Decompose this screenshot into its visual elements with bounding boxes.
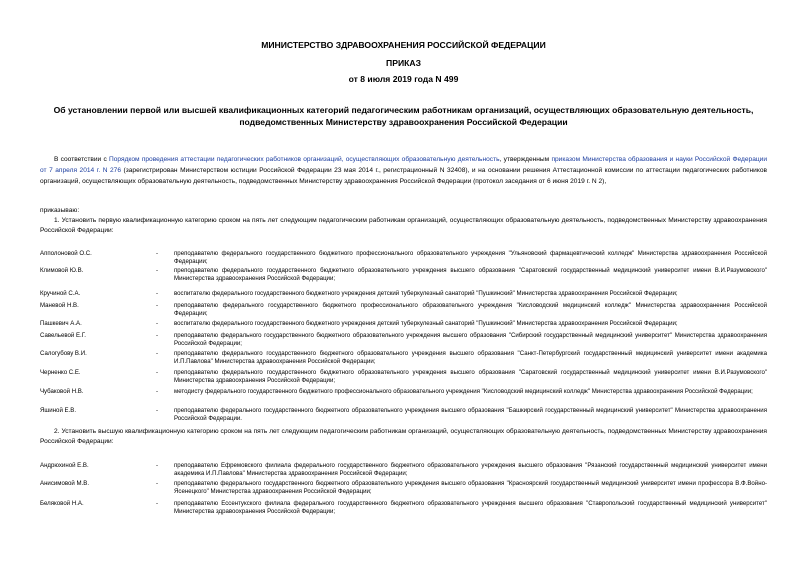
dash: - xyxy=(156,388,159,395)
position-description: преподавателю федерального государственного бюджетного образовательного учреждения высшего образования "Башкирский государственный медицинский университет" Министерства здравоохранения Российской Федерации. xyxy=(174,407,767,423)
position-description: преподавателю федерального государственного бюджетного образовательного учреждения высшего образования "Сибирский государственный медицинский университет" Министерства здравоохранения Российской Федерации; xyxy=(174,332,767,348)
person-name: Чубаковой Н.В. xyxy=(40,388,84,395)
dash: - xyxy=(156,332,159,339)
dash: - xyxy=(156,369,159,376)
person-name: Маневой Н.В. xyxy=(40,302,79,309)
list-item xyxy=(40,407,767,421)
position-description: преподавателю федерального государственного бюджетного образовательного учреждения высшего образования "Саратовский государственный медицинский университет имени В.И.Разумовского" Министерства здравоохранения Российской Федерации; xyxy=(174,267,767,283)
dash: - xyxy=(156,407,159,414)
ordered-label: приказываю: xyxy=(40,207,80,214)
position-description: преподавателю федерального государственного бюджетного образовательного учреждения высшего образования "Красноярский государственный медицинский университет имени профессора В.Ф.Войно-Ясенецкого" Министерства здравоохранения Российской Федерации; xyxy=(174,480,767,496)
person-name: Пашкевич А.А. xyxy=(40,320,82,327)
dash: - xyxy=(156,250,159,257)
person-name: Беляковой Н.А. xyxy=(40,500,84,507)
document-title: Об установлении первой или высшей квалификационных категорий педагогическим работникам организаций, осуществляющих образовательную деятельность, подведомственных Министерству здравоохранения Российской Федерации xyxy=(53,105,754,127)
position-description: методисту федерального государственного бюджетного профессионального образовательного учреждения "Кисловодский медицинский колледж" Министерства здравоохранения Российской Федерации; xyxy=(174,388,753,395)
order-date-number: от 8 июля 2019 года N 499 xyxy=(348,74,459,84)
list-item xyxy=(40,500,767,514)
position-description: воспитателю федерального государственного бюджетного учреждения детский туберкулезный санаторий "Пушкинский" Министерства здравоохранения Российской Федерации; xyxy=(174,290,678,297)
dash: - xyxy=(156,267,159,274)
dash: - xyxy=(156,290,159,297)
list-item xyxy=(40,332,767,346)
dash: - xyxy=(156,480,159,487)
person-name: Савельевой Е.Г. xyxy=(40,332,86,339)
ministry-heading: МИНИСТЕРСТВО ЗДРАВООХРАНЕНИЯ РОССИЙСКОЙ ФЕДЕРАЦИИ xyxy=(261,40,546,50)
list-item xyxy=(40,267,767,281)
person-name: Апполоновой О.С. xyxy=(40,250,92,257)
procedure-link[interactable]: Порядком проведения аттестации педагогических работников организаций, осуществляющих образовательную деятельность xyxy=(109,156,500,163)
person-name: Кручиной С.А. xyxy=(40,290,81,297)
person-name: Анисимовой М.В. xyxy=(40,480,90,487)
position-description: воспитателю федерального государственного бюджетного учреждения детский туберкулезный санаторий "Пушкинский" Министерства здравоохранения Российской Федерации; xyxy=(174,320,678,327)
list-item xyxy=(40,480,767,494)
list-item xyxy=(40,369,767,383)
clause-2: 2. Установить высшую квалификационную категорию сроком на пять лет следующим педагогическим работникам организаций, осуществляющих образовательную деятельность, подведомственных Министерству здравоохранения Российской Федерации: xyxy=(40,428,767,445)
position-description: преподавателю федерального государственного бюджетного профессионального образовательного учреждения "Ульяновский фармацевтический колледж" Министерства здравоохранения Российской Федерации; xyxy=(174,250,767,266)
intro-text-3: (зарегистрирован Министерством юстиции Российской Федерации 23 мая 2014 г., регистрационный N 32408), и на основании решения Аттестационной комиссии по аттестации педагогических работников организаций, осуществляющих образовательную деятельность, подведомственных Министерству здравоохранения Российской Федерации (протокол заседания от 6 июня 2019 г. N 2), xyxy=(40,167,767,186)
person-name: Яшиной Е.В. xyxy=(40,407,77,414)
dash: - xyxy=(156,500,159,507)
position-description: преподавателю федерального государственного бюджетного образовательного учреждения высшего образования "Санкт-Петербургский государственный медицинский университет имени академика И.П.Павлова" Министерства здравоохранения Российской Федерации; xyxy=(174,350,767,366)
dash: - xyxy=(156,320,159,327)
position-description: преподавателю федерального государственного бюджетного профессионального образовательного учреждения "Кисловодский медицинский колледж" Министерства здравоохранения Российской Федерации; xyxy=(174,302,767,318)
position-description: преподавателю Ессентукского филиала федерального государственного бюджетного образовательного учреждения высшего образования "Ставропольский государственный медицинский университет" Министерства здравоохранения Российской Федерации; xyxy=(174,500,767,516)
list-item xyxy=(40,462,767,476)
person-name: Климовой Ю.В. xyxy=(40,267,84,274)
intro-text-1: В соответствии с xyxy=(54,156,109,163)
list-item xyxy=(40,250,767,264)
intro-text-2: , утвержденным xyxy=(499,156,552,163)
list-item xyxy=(40,302,767,316)
dash: - xyxy=(156,462,159,469)
list-item xyxy=(40,388,767,402)
person-name: Салогубову В.И. xyxy=(40,350,87,357)
position-description: преподавателю Ефремовского филиала федерального государственного бюджетного образовательного учреждения высшего образования "Рязанский государственный медицинский университет имени академика И.П.Павлова" Министерства здравоохранения Российской Федерации; xyxy=(174,462,767,478)
person-name: Черненко С.Е. xyxy=(40,369,81,376)
clause-1: 1. Установить первую квалификационную категорию сроком на пять лет следующим педагогическим работникам организаций, осуществляющих образовательную деятельность, подведомственных Министерству здравоохранения Российской Федерации: xyxy=(40,217,767,234)
position-description: преподавателю федерального государственного бюджетного образовательного учреждения высшего образования "Саратовский государственный медицинский университет имени В.И.Разумовского" Министерства здравоохранения Российской Федерации; xyxy=(174,369,767,385)
document-type: ПРИКАЗ xyxy=(386,58,421,68)
dash: - xyxy=(156,350,159,357)
intro-paragraph xyxy=(40,154,767,188)
dash: - xyxy=(156,302,159,309)
order-link[interactable]: приказом Министерства образования и науки Российской Федерации от 7 апреля 2014 г. N 276 xyxy=(40,156,768,175)
list-item xyxy=(40,350,767,364)
person-name: Андрюхиной Е.В. xyxy=(40,462,89,469)
